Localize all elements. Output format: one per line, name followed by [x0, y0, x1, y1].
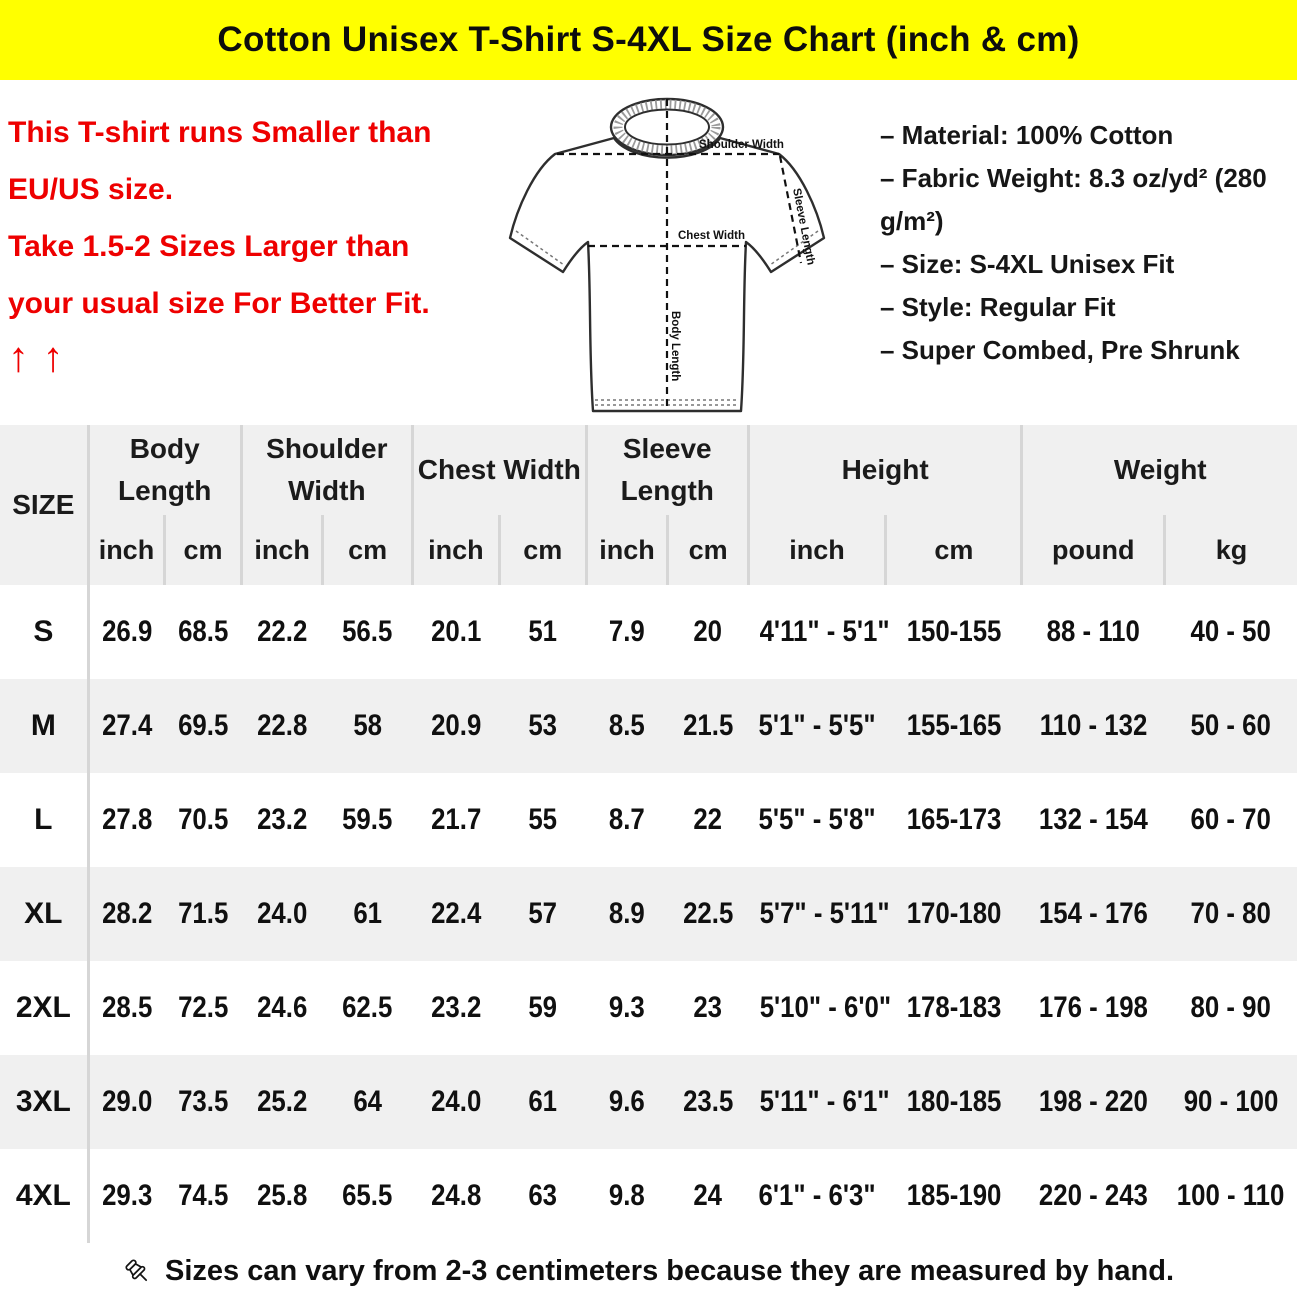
table-cell: 24.8: [430, 1179, 481, 1212]
notice-line: EU/US size.: [8, 173, 174, 206]
column-header-size: SIZE: [0, 425, 88, 585]
table-cell: 9.6: [609, 1085, 645, 1118]
table-cell: 21.5: [682, 709, 734, 742]
size-cell: L: [0, 773, 88, 867]
table-cell: 155-165: [906, 709, 1002, 742]
table-cell: 90 - 100: [1183, 1085, 1279, 1118]
notice-line: your usual size For Better Fit.: [8, 287, 430, 320]
table-cell: 69.5: [177, 709, 229, 742]
table-cell: 61: [353, 897, 383, 930]
table-cell: 27.8: [102, 803, 153, 836]
table-cell: 22.4: [430, 897, 481, 930]
table-cell: 65.5: [342, 1179, 393, 1212]
table-cell: 74.5: [177, 1179, 229, 1212]
table-cell: 8.7: [609, 803, 645, 836]
shoulder-width-label: Shoulder Width: [699, 139, 784, 151]
footer-note: [0, 1243, 1297, 1300]
notice-line: Take 1.5-2 Sizes Larger than: [8, 230, 410, 263]
table-cell: 71.5: [177, 897, 229, 930]
table-cell: 55: [528, 803, 558, 836]
table-cell: 20.1: [430, 615, 481, 648]
unit-header: inch: [88, 515, 165, 585]
table-cell: 24: [693, 1179, 723, 1212]
table-cell: 8.9: [609, 897, 645, 930]
table-cell: 88 - 110: [1046, 615, 1140, 648]
table-cell: 73.5: [177, 1085, 229, 1118]
table-cell: 70 - 80: [1190, 897, 1271, 930]
table-cell: 23.2: [430, 991, 481, 1024]
unit-header: cm: [323, 515, 412, 585]
unit-header: cm: [668, 515, 748, 585]
table-cell: 110 - 132: [1039, 709, 1148, 742]
size-cell: 4XL: [0, 1149, 88, 1243]
up-arrows-icon: ↑ ↑: [8, 333, 65, 380]
table-cell: 176 - 198: [1038, 991, 1148, 1024]
column-header-body-length: Body Length: [88, 425, 241, 515]
size-cell: 2XL: [0, 961, 88, 1055]
table-cell: 20.9: [430, 709, 481, 742]
table-cell: 220 - 243: [1038, 1179, 1148, 1212]
table-cell: 22.2: [256, 615, 308, 648]
table-cell: 24.0: [256, 897, 308, 930]
column-header-chest-width: Chest Width: [412, 425, 586, 515]
unit-header: pound: [1022, 515, 1165, 585]
table-cell: 25.2: [256, 1085, 308, 1118]
table-cell: 40 - 50: [1190, 615, 1271, 648]
tshirt-outline: [510, 138, 824, 411]
size-cell: XL: [0, 867, 88, 961]
table-cell: 170-180: [906, 897, 1002, 930]
table-cell: 5'5" - 5'8": [758, 803, 876, 836]
table-cell: 198 - 220: [1038, 1085, 1148, 1118]
table-cell: 22.5: [682, 897, 734, 930]
table-cell: 4'11" - 5'1": [759, 615, 890, 648]
table-cell: 70.5: [177, 803, 229, 836]
table-cell: 132 - 154: [1038, 803, 1148, 836]
table-cell: 8.5: [609, 709, 645, 742]
table-cell: 6'1" - 6'3": [758, 1179, 876, 1212]
unit-header: cm: [499, 515, 586, 585]
table-cell: 7.9: [609, 615, 645, 648]
table-cell: 26.9: [102, 615, 153, 648]
table-cell: 72.5: [177, 991, 229, 1024]
table-cell: 24.0: [430, 1085, 481, 1118]
unit-header: cm: [886, 515, 1022, 585]
table-cell: 165-173: [906, 803, 1002, 836]
table-cell: 56.5: [342, 615, 393, 648]
table-cell: 180-185: [906, 1085, 1002, 1118]
unit-header: inch: [748, 515, 885, 585]
table-row: [0, 961, 1297, 1055]
unit-header: inch: [586, 515, 668, 585]
page-title: Cotton Unisex T-Shirt S-4XL Size Chart (inch & cm): [217, 20, 1080, 59]
spec-item: – Super Combed, Pre Shrunk: [880, 335, 1240, 365]
table-cell: 80 - 90: [1190, 991, 1271, 1024]
table-cell: 63: [528, 1179, 558, 1212]
table-cell: 150-155: [906, 615, 1002, 648]
spec-item: – Fabric Weight: 8.3 oz/yd² (280 g/m²): [880, 163, 1267, 236]
table-unit-header-row: [0, 515, 1297, 585]
tshirt-diagram: [502, 86, 832, 425]
spec-item: – Style: Regular Fit: [880, 292, 1116, 322]
unit-header: inch: [412, 515, 499, 585]
table-cell: 29.0: [102, 1085, 153, 1118]
title-banner: [0, 0, 1297, 80]
table-cell: 64: [353, 1085, 383, 1118]
table-cell: 50 - 60: [1190, 709, 1271, 742]
table-group-header-row: [0, 425, 1297, 515]
unit-header: kg: [1165, 515, 1297, 585]
table-cell: 23: [693, 991, 723, 1024]
intro-section: [0, 80, 1297, 425]
table-row: [0, 585, 1297, 679]
table-cell: 28.2: [102, 897, 153, 930]
table-cell: 5'7" - 5'11": [759, 897, 890, 930]
table-cell: 27.4: [102, 709, 153, 742]
table-cell: 53: [528, 709, 558, 742]
size-cell: S: [0, 585, 88, 679]
table-cell: 62.5: [342, 991, 393, 1024]
table-cell: 185-190: [906, 1179, 1002, 1212]
table-cell: 23.5: [682, 1085, 734, 1118]
table-cell: 25.8: [256, 1179, 308, 1212]
table-cell: 57: [528, 897, 558, 930]
table-cell: 28.5: [102, 991, 153, 1024]
column-header-shoulder-width: Shoulder Width: [241, 425, 412, 515]
table-cell: 24.6: [256, 991, 308, 1024]
table-cell: 22.8: [256, 709, 308, 742]
spec-list: [832, 80, 1282, 425]
table-cell: 68.5: [177, 615, 229, 648]
footer-note-text: Sizes can vary from 2-3 centimeters because they are measured by hand.: [164, 1255, 1174, 1287]
table-row: [0, 773, 1297, 867]
table-cell: 5'11" - 6'1": [759, 1085, 890, 1118]
size-table: [0, 425, 1297, 1243]
table-row: [0, 867, 1297, 961]
table-row: [0, 1055, 1297, 1149]
table-cell: 178-183: [906, 991, 1002, 1024]
body-length-label: Body Length: [669, 311, 681, 382]
fit-notice: [8, 80, 502, 425]
table-cell: 5'10" - 6'0": [759, 991, 892, 1024]
size-cell: M: [0, 679, 88, 773]
tshirt-illustration: [502, 86, 832, 416]
table-cell: 9.8: [609, 1179, 645, 1212]
spec-item: – Size: S-4XL Unisex Fit: [880, 249, 1175, 279]
column-header-sleeve-length: Sleeve Length: [586, 425, 748, 515]
table-row: [0, 1149, 1297, 1243]
table-cell: 60 - 70: [1190, 803, 1271, 836]
table-cell: 5'1" - 5'5": [758, 709, 876, 742]
unit-header: cm: [165, 515, 242, 585]
table-cell: 21.7: [430, 803, 481, 836]
table-cell: 58: [353, 709, 383, 742]
unit-header: inch: [241, 515, 323, 585]
table-cell: 20: [693, 615, 723, 648]
pushpin-icon: [123, 1257, 153, 1287]
table-cell: 100 - 110: [1176, 1179, 1285, 1212]
sleeve-length-label: Sleeve Length: [790, 187, 817, 267]
table-cell: 51: [528, 615, 558, 648]
spec-item: – Material: 100% Cotton: [880, 120, 1174, 150]
table-cell: 22: [693, 803, 723, 836]
table-cell: 59: [528, 991, 558, 1024]
notice-line: This T-shirt runs Smaller than: [8, 116, 432, 149]
table-cell: 59.5: [342, 803, 393, 836]
table-cell: 61: [528, 1085, 558, 1118]
table-cell: 9.3: [609, 991, 645, 1024]
table-cell: 23.2: [256, 803, 308, 836]
chest-width-label: Chest Width: [678, 230, 745, 242]
column-header-height: Height: [748, 425, 1022, 515]
table-cell: 154 - 176: [1038, 897, 1148, 930]
table-row: [0, 679, 1297, 773]
column-header-weight: Weight: [1022, 425, 1297, 515]
table-cell: 29.3: [102, 1179, 153, 1212]
size-cell: 3XL: [0, 1055, 88, 1149]
